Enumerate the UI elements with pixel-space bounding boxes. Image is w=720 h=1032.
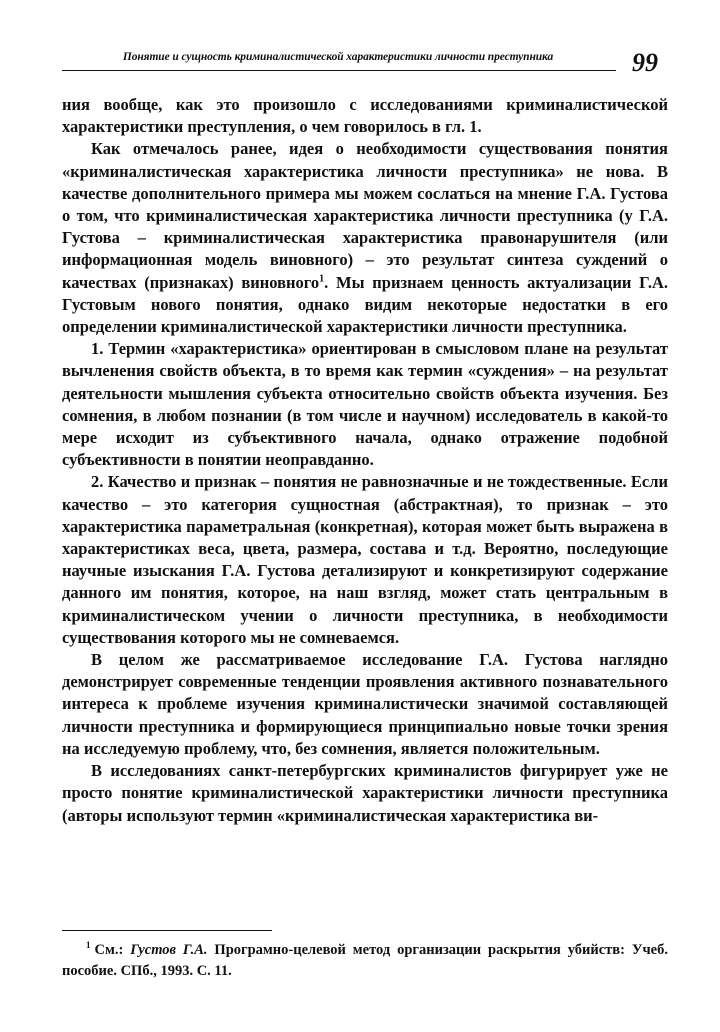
paragraph-5-text: В целом же рассматриваемое исследование Г.А. Густова наглядно демонстрирует современные тенденции проявления активного познавательного интереса к проблеме изучения криминалистически значимой составляющей личности преступника и формирующиеся принципиально новые точки зрения на исследуемую проблему, что, без сомнения, является положительным. bbox=[62, 650, 668, 758]
paragraph-3-text: 1. Термин «характеристика» ориентирован в смысловом плане на результат вычленения свойств объекта, в то время как термин «суждения» – на результат деятельности мышления субъекта относительно свойств объекта изучения. Без сомнения, в любом познании (в том числе и научном) исследователь в какой-то мере исходит из субъективного начала, однако отражение подобной субъективности в понятии неоправданно. bbox=[62, 339, 668, 470]
paragraph-3 bbox=[62, 338, 668, 471]
paragraph-2-text: Как отмечалось ранее, идея о необходимости существования понятия «криминалистическая характеристика личности преступника» не нова. В качестве дополнительного примера мы можем сослаться на мнение Г.А. Густова о том, что криминалистическая характеристика личности преступника (у Г.А. Густова – криминалистическая характеристика правонарушителя (или информационная модель виновного) – это результат синтеза суждений о качествах (признаках) виновного bbox=[62, 139, 668, 292]
paragraph-4-text: 2. Качество и признак – понятия не равнозначные и не тождественные. Если качество – это категория сущностная (абстрактная), то признак – это характеристика параметральная (конкретная), которая может быть выражена в характеристиках веса, цвета, размера, состава и т.д. Вероятно, последующие научные изыскания Г.А. Густова детализируют и конкретизируют содержание данного им понятия, которое, на наш взгляд, может стать центральным в криминалистическом учении о личности преступника, в необходимости существования которого мы не сомневаемся. bbox=[62, 472, 668, 647]
footnote-text: Програмно-целевой метод организации раскрытия убийств: Учеб. пособие. СПб., 1993. С. 11. bbox=[62, 942, 668, 979]
body-text bbox=[62, 94, 668, 827]
paragraph-1 bbox=[62, 94, 668, 138]
paragraph-4 bbox=[62, 471, 668, 649]
running-title: Понятие и сущность криминалистической характеристики личности преступника bbox=[122, 51, 554, 63]
paragraph-5 bbox=[62, 649, 668, 760]
paragraph-2-text-continued: . Мы признаем ценность актуализации Г.А. Густовым нового понятия, однако видим некоторые недостатки в его определении криминалистической характеристики личности преступника. bbox=[62, 272, 668, 337]
footnote-prefix: См.: bbox=[94, 942, 131, 958]
footnote-reference: 1 bbox=[319, 273, 325, 285]
footnote-rule bbox=[62, 930, 272, 931]
footnote-author: Густов Г.А. bbox=[130, 942, 208, 958]
paragraph-6 bbox=[62, 760, 668, 827]
page-number: 99 bbox=[632, 48, 658, 77]
footnote bbox=[62, 940, 668, 982]
footnote-mark: 1 bbox=[86, 940, 91, 951]
paragraph-2 bbox=[62, 138, 668, 338]
paragraph-6-text: В исследованиях санкт-петербургских криминалистов фигурирует уже не просто понятие криминалистической характеристики личности преступника (авторы используют термин «криминалистическая характеристика ви- bbox=[62, 761, 668, 825]
paragraph-1-text: ния вообще, как это произошло с исследованиями криминалистической характеристики преступления, о чем говорилось в гл. 1. bbox=[62, 95, 668, 137]
header-rule bbox=[62, 70, 616, 71]
